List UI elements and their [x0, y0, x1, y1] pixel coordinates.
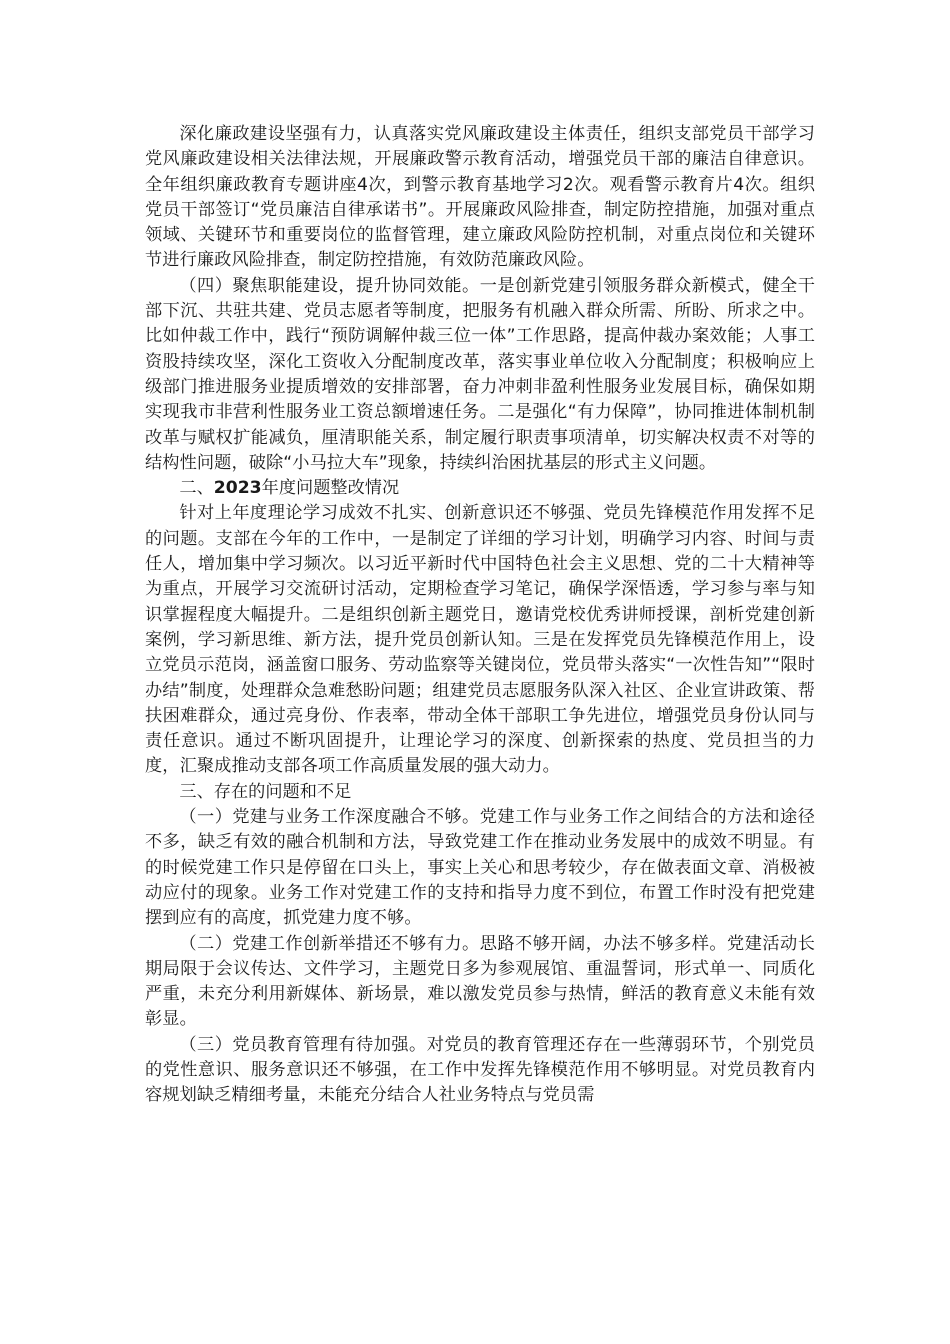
heading-suffix: 年度问题整改情况	[261, 478, 400, 499]
heading-prefix: 二、	[179, 478, 214, 499]
document-page	[145, 122, 815, 1109]
paragraph-problem-2: （二）党建工作创新举措还不够有力。思路不够开阔，办法不够多样。党建活动长期局限于会议传达、文件学习，主题党日多为参观展馆、重温誓词，形式单一、同质化严重，未充分利用新媒体、新场景，难以激发党员参与热情，鲜活的教育意义未能有效彰显。	[145, 933, 815, 1030]
heading-year: 2023	[213, 478, 262, 499]
paragraph-rectification: 针对上年度理论学习成效不扎实、创新意识还不够强、党员先锋模范作用发挥不足的问题。支部在今年的工作中，一是制定了详细的学习计划，明确学习内容、时间与责任人，增加集中学习频次。以习近平新时代中国特色社会主义思想、党的二十大精神等为重点，开展学习交流研讨活动，定期检查学习笔记，确保学深悟透，学习参与率与知识掌握程度大幅提升。二是组织创新主题党日，邀请党校优秀讲师授课，剖析党建创新案例，学习新思维、新方法，提升党员创新认知。三是在发挥党员先锋模范作用上，设立党员示范岗，涵盖窗口服务、劳动监察等关键岗位，党员带头落实“一次性告知”“限时办结”制度，处理群众急难愁盼问题；组建党员志愿服务队深入社区、企业宣讲政策、帮扶困难群众，通过亮身份、作表率，带动全体干部职工争先进位，增强党员身份认同与责任意识。通过不断巩固提升，让理论学习的深度、创新探索的热度、党员担当的力度，汇聚成推动支部各项工作高质量发展的强大动力。	[145, 503, 815, 777]
paragraph-integrity-building: 深化廉政建设坚强有力，认真落实党风廉政建设主体责任，组织支部党员干部学习党风廉政建设相关法律法规，开展廉政警示教育活动，增强党员干部的廉洁自律意识。全年组织廉政教育专题讲座4次，到警示教育基地学习2次。观看警示教育片4次。组织党员干部签订“党员廉洁自律承诺书”。开展廉政风险排查，制定防控措施，加强对重点领域、关键环节和重要岗位的监督管理，建立廉政风险防控机制，对重点岗位和关键环节进行廉政风险排查，制定防控措施，有效防范廉政风险。	[145, 124, 815, 271]
paragraph-functional-building: （四）聚焦职能建设，提升协同效能。一是创新党建引领服务群众新模式，健全干部下沉、共驻共建、党员志愿者等制度，把服务有机融入群众所需、所盼、所求之中。比如仲裁工作中，践行“预防调解仲裁三位一体”工作思路，提高仲裁办案效能；人事工资股持续攻坚，深化工资收入分配制度改革，落实事业单位收入分配制度；积极响应上级部门推进服务业提质增效的安排部署，奋力冲刺非盈利性服务业发展目标，确保如期实现我市非营利性服务业工资总额增速任务。二是强化“有力保障”，协同推进体制机制改革与赋权扩能减负，厘清职能关系，制定履行职责事项清单，切实解决权责不对等的结构性问题，破除“小马拉大车”现象，持续纠治困扰基层的形式主义问题。	[145, 275, 815, 473]
section-heading-rectification	[145, 476, 815, 501]
section-heading-problems: 三、存在的问题和不足	[179, 781, 352, 802]
paragraph-problem-1: （一）党建与业务工作深度融合不够。党建工作与业务工作之间结合的方法和途径不多，缺乏有效的融合机制和方法，导致党建工作在推动业务发展中的成效不明显。有的时候党建工作只是停留在口头上，事实上关心和思考较少，存在做表面文章、消极被动应付的现象。业务工作对党建工作的支持和指导力度不到位，布置工作时没有把党建摆到应有的高度，抓党建力度不够。	[145, 807, 815, 929]
paragraph-problem-3: （三）党员教育管理有待加强。对党员的教育管理还存在一些薄弱环节，个别党员的党性意识、服务意识还不够强，在工作中发挥先锋模范作用不够明显。对党员教育内容规划缺乏精细考量，未能充分结合人社业务特点与党员需	[145, 1034, 815, 1106]
